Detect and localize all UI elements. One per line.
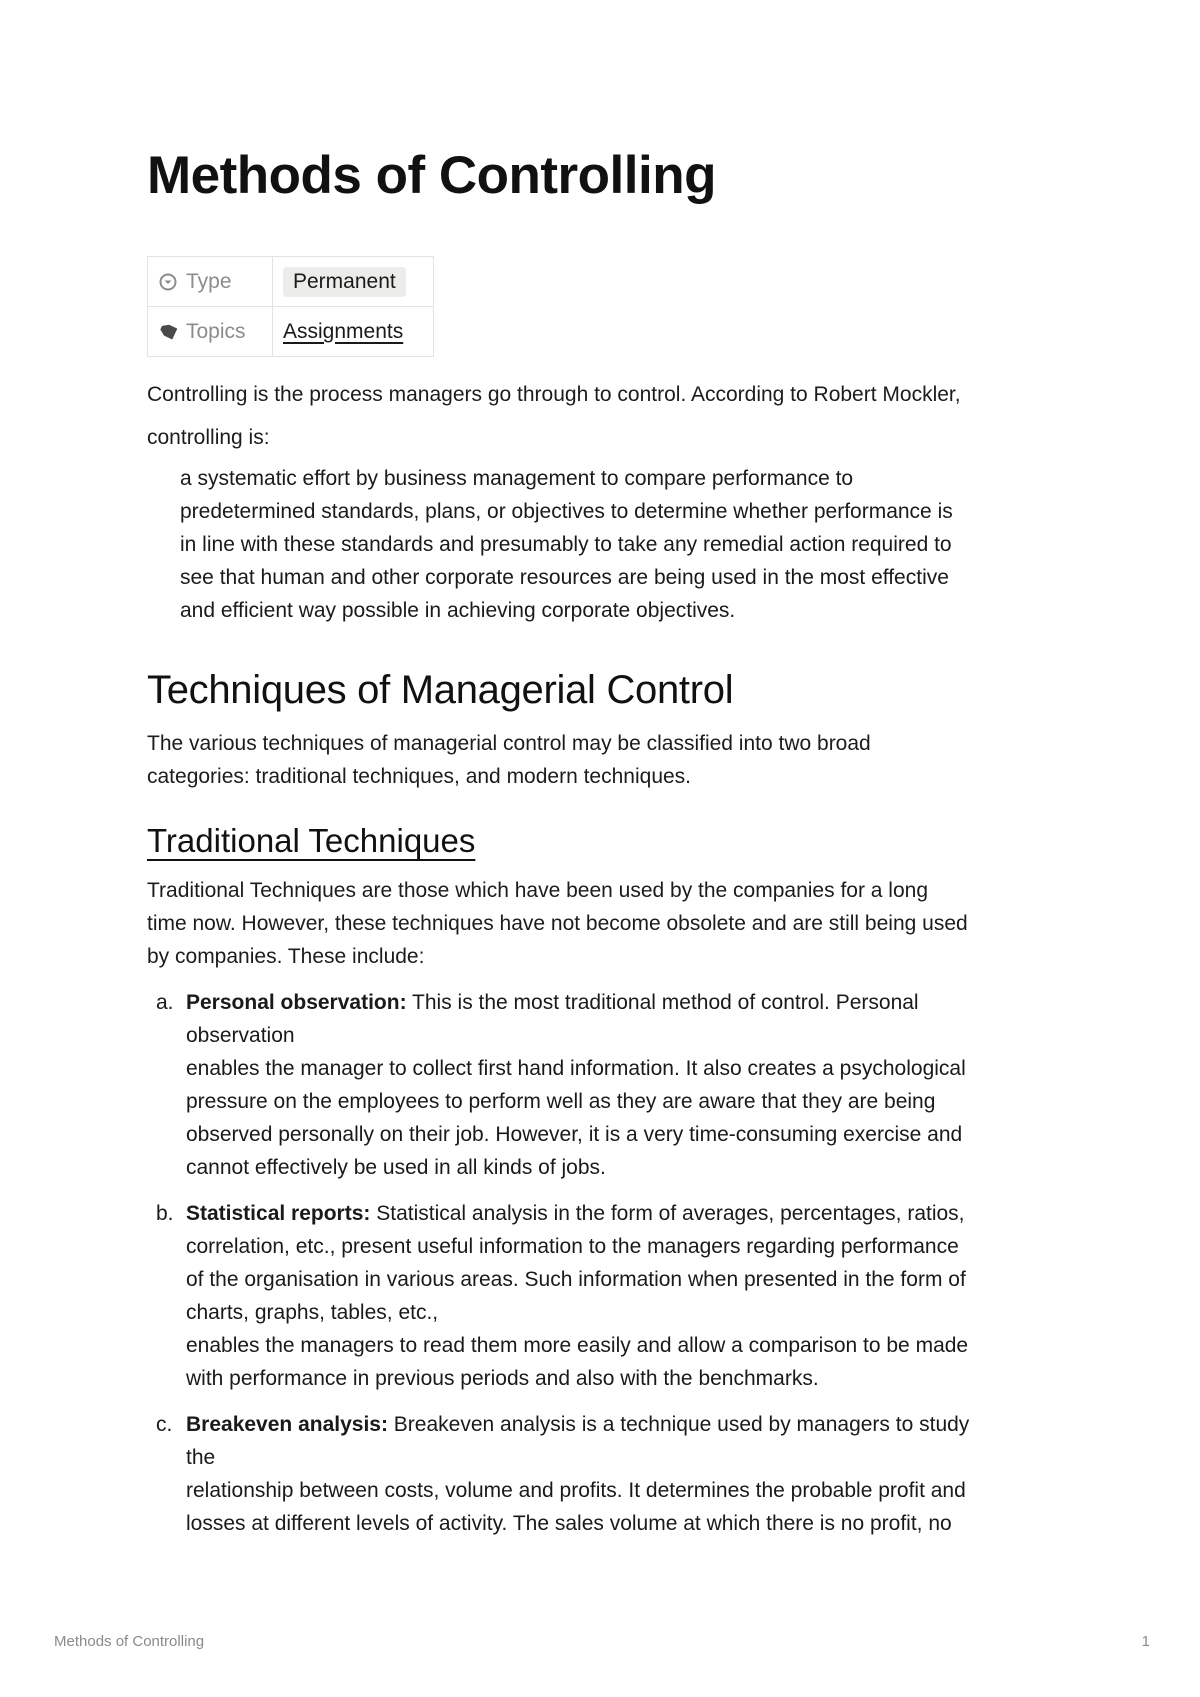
property-key-type [148, 257, 273, 307]
text-line: losses at different levels of activity. The sales volume at which there is no profit, no [186, 1512, 952, 1535]
page-title: Methods of Controlling [147, 146, 716, 205]
text-line: the [186, 1446, 216, 1469]
text-line: a systematic effort by business management to compare performance to [180, 467, 854, 490]
intro-paragraph [147, 373, 961, 459]
page-number: 1 [1141, 1633, 1150, 1650]
text-line: charts, graphs, tables, etc., [186, 1301, 439, 1324]
text-line: correlation, etc., present useful information to the managers regarding performance [186, 1235, 959, 1258]
list-item [147, 1197, 1067, 1395]
list-text: Breakeven analysis is a technique used by managers to study [387, 1413, 970, 1436]
property-value-topics[interactable] [273, 307, 434, 357]
text-line: observation [186, 1024, 295, 1047]
text-line: of the organisation in various areas. Such information when presented in the form of [186, 1268, 966, 1291]
list-item [147, 1408, 1067, 1540]
subsection-paragraph [147, 874, 968, 973]
properties-table [147, 256, 434, 357]
text-line: by companies. These include: [147, 945, 425, 968]
text-line: in line with these standards and presumably to take any remedial action required to [180, 533, 952, 556]
text-line: and efficient way possible in achieving corporate objectives. [180, 599, 736, 622]
text-line: time now. However, these techniques have not become obsolete and are still being used [147, 912, 968, 935]
list-term: Breakeven analysis: [186, 1413, 388, 1436]
list-item [147, 986, 1067, 1184]
subsection-heading: Traditional Techniques [147, 822, 476, 859]
list-term: Personal observation: [186, 991, 407, 1014]
list-term: Statistical reports: [186, 1202, 371, 1225]
text-line [186, 986, 1067, 1019]
section-paragraph [147, 727, 871, 793]
property-key-topics [148, 307, 273, 357]
list-text: This is the most traditional method of control. Personal [406, 991, 919, 1014]
techniques-list [147, 986, 1067, 1553]
tag-icon [158, 322, 178, 342]
text-line: predetermined standards, plans, or objectives to determine whether performance is [180, 500, 953, 523]
property-value-type[interactable] [273, 257, 434, 307]
text-line [186, 1197, 1067, 1230]
text-line: Controlling is the process managers go through to control. According to Robert Mockler, [147, 383, 961, 406]
property-row-type [148, 257, 434, 307]
select-circle-icon [158, 272, 178, 292]
text-line: Traditional Techniques are those which have been used by the companies for a long [147, 879, 928, 902]
topics-link[interactable]: Assignments [283, 319, 404, 343]
section-heading: Techniques of Managerial Control [147, 668, 734, 712]
text-line: categories: traditional techniques, and modern techniques. [147, 765, 692, 788]
text-line: observed personally on their job. However, it is a very time-consuming exercise and [186, 1123, 963, 1146]
property-row-topics [148, 307, 434, 357]
text-line: with performance in previous periods and also with the benchmarks. [186, 1367, 819, 1390]
list-marker: b. [156, 1202, 174, 1225]
text-line: relationship between costs, volume and profits. It determines the probable profit and [186, 1479, 966, 1502]
text-line: cannot effectively be used in all kinds of jobs. [186, 1156, 606, 1179]
property-label: Topics [186, 319, 246, 343]
text-line: The various techniques of managerial control may be classified into two broad [147, 732, 871, 755]
text-line: controlling is: [147, 426, 270, 449]
footer-title: Methods of Controlling [54, 1633, 205, 1650]
list-marker: c. [156, 1413, 173, 1436]
type-tag[interactable]: Permanent [283, 267, 406, 297]
quote-block [180, 462, 953, 627]
text-line: enables the manager to collect first hand information. It also creates a psychological [186, 1057, 966, 1080]
text-line [186, 1408, 1067, 1441]
text-line: see that human and other corporate resources are being used in the most effective [180, 566, 949, 589]
list-marker: a. [156, 991, 174, 1014]
text-line: pressure on the employees to perform well as they are aware that they are being [186, 1090, 936, 1113]
text-line: enables the managers to read them more easily and allow a comparison to be made [186, 1334, 969, 1357]
property-label: Type [186, 269, 232, 293]
list-text: Statistical analysis in the form of averages, percentages, ratios, [370, 1202, 965, 1225]
